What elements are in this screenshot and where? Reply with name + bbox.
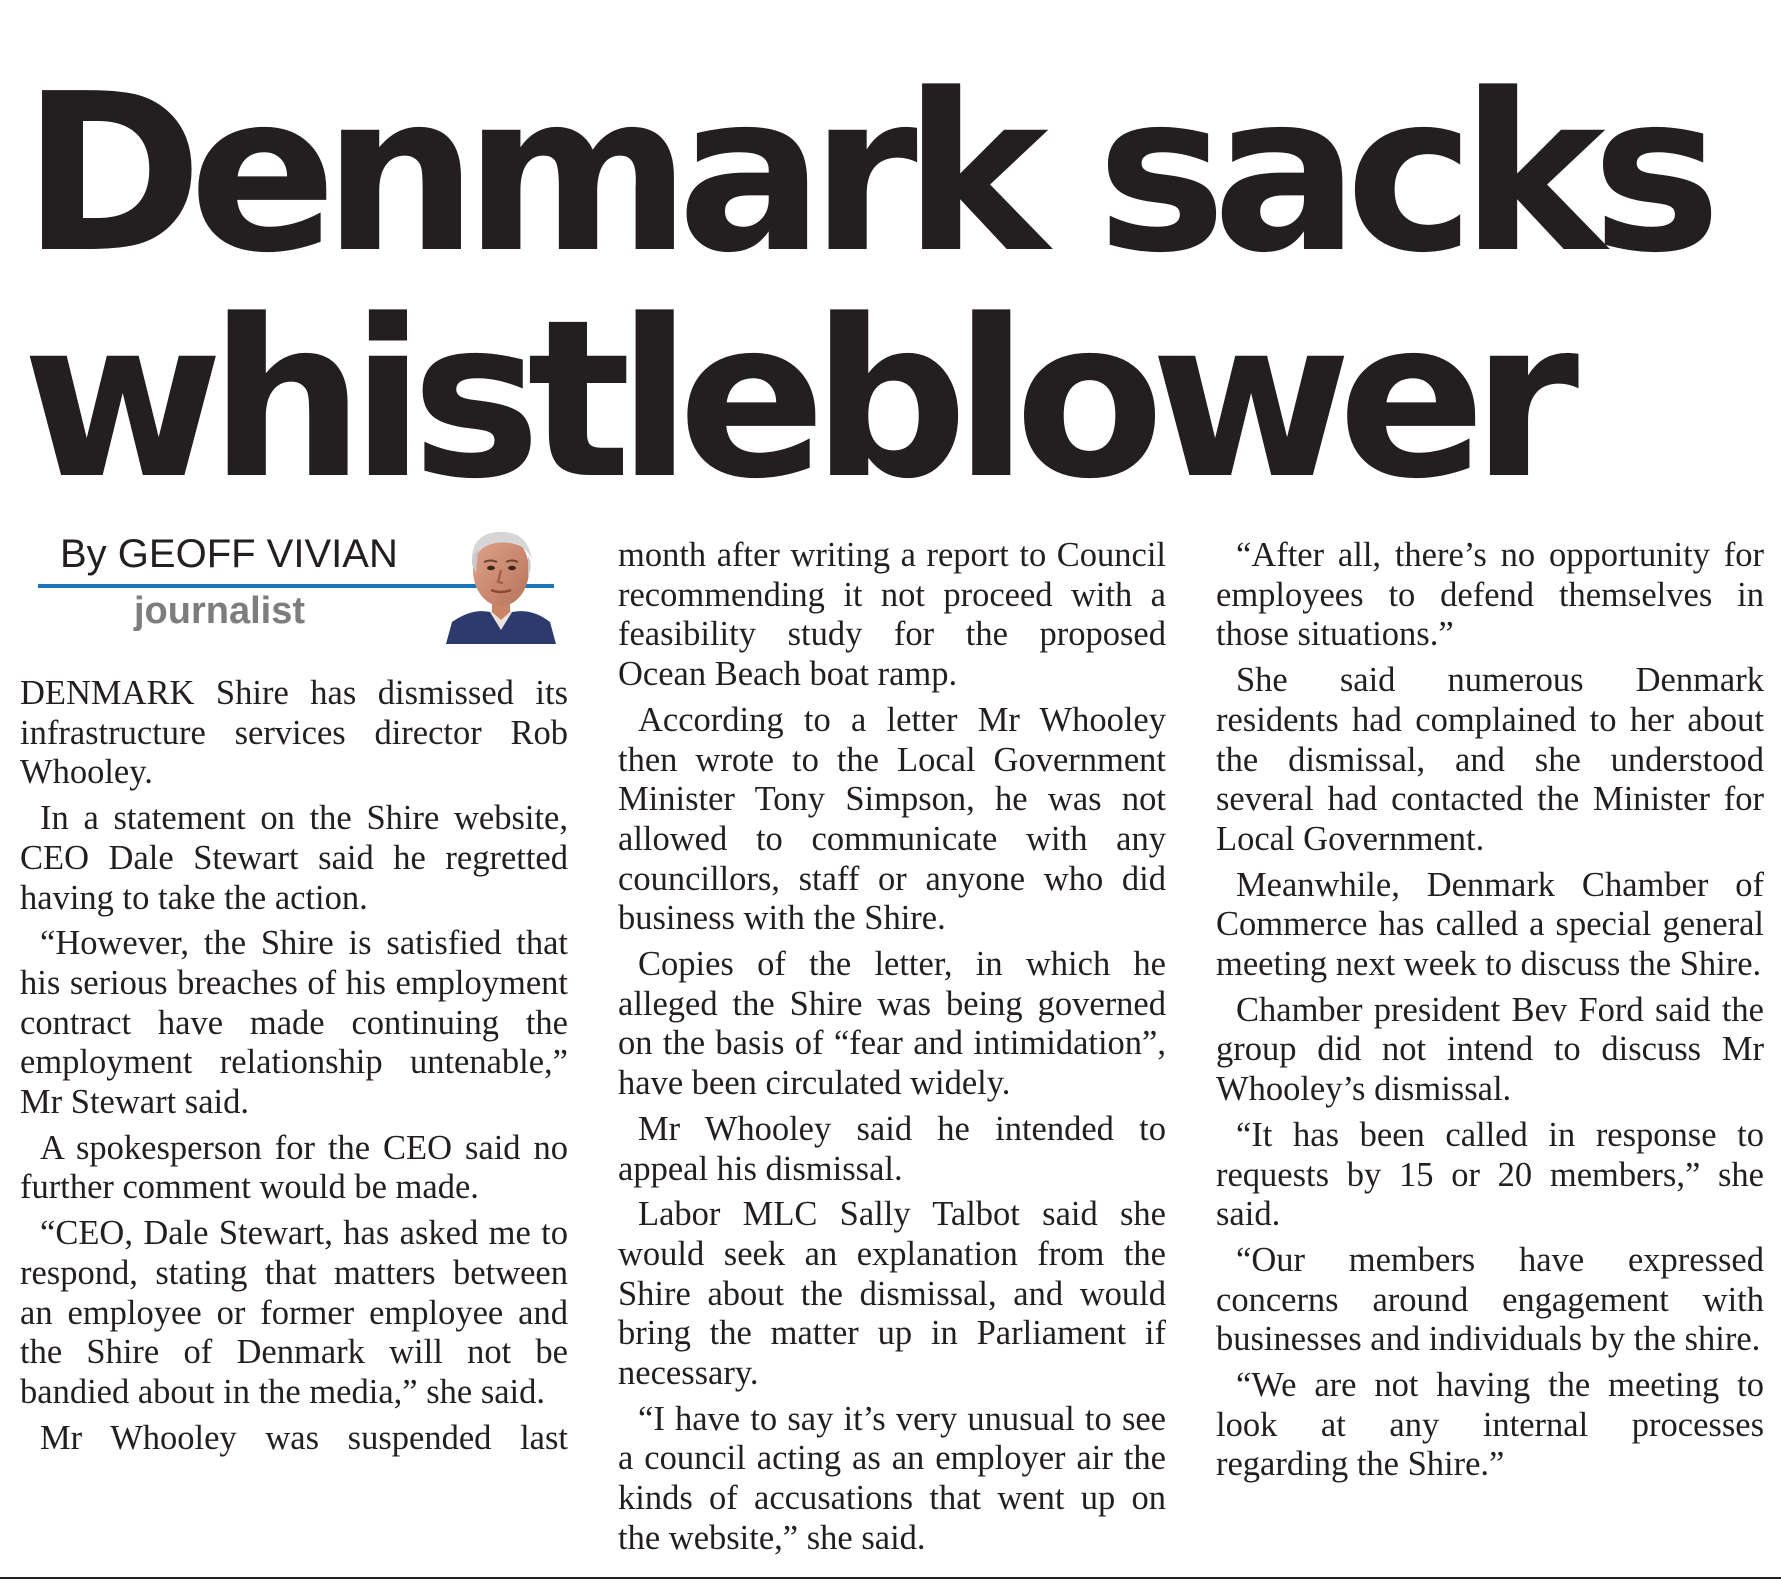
paragraph: “It has been called in response to requests by 15 or 20 members,” she said.	[1216, 1115, 1764, 1234]
article-column-3	[1216, 536, 1764, 1491]
paragraph: In a statement on the Shire website, CEO Dale Stewart said he regretted having to take the action.	[20, 799, 568, 917]
paragraph: A spokesperson for the CEO said no further comment would be made.	[20, 1128, 568, 1207]
headline-line-1: Denmark sacks	[22, 48, 1708, 301]
paragraph: “However, the Shire is satisfied that his serious breaches of his employment contract have made continuing the employment relationship untenable,” Mr Stewart said.	[20, 924, 568, 1122]
paragraph: month after writing a report to Council recommending it not proceed with a feasibility study for the proposed Ocean Beach boat ramp.	[618, 536, 1166, 694]
bottom-rule	[0, 1577, 1781, 1579]
headline-line-2: whistleblower	[22, 274, 1566, 527]
article-column-2	[618, 536, 1166, 1565]
paragraph: Labor MLC Sally Talbot said she would seek an explanation from the Shire about the dismissal, and would bring the matter up in Parliament if necessary.	[618, 1195, 1166, 1393]
byline	[24, 524, 554, 650]
paragraph: Chamber president Bev Ford said the group did not intend to discuss Mr Whooley’s dismissal.	[1216, 990, 1764, 1109]
byline-author: By GEOFF VIVIAN	[60, 532, 398, 576]
paragraph: DENMARK Shire has dismissed its infrastructure services director Rob Whooley.	[20, 674, 568, 792]
author-photo	[442, 524, 560, 644]
paragraph: Mr Whooley was suspended last	[40, 1418, 568, 1457]
paragraph: Copies of the letter, in which he alleged the Shire was being governed on the basis of “fear and intimidation”, have been circulated widely.	[618, 945, 1166, 1103]
paragraph: According to a letter Mr Whooley then wrote to the Local Government Minister Tony Simpson, he was not allowed to communicate with any councillors, staff or anyone who did business with the Shire.	[618, 700, 1166, 938]
paragraph: “We are not having the meeting to look at any internal processes regarding the Shire.”	[1216, 1366, 1764, 1484]
paragraph: “Our members have expressed concerns around engagement with businesses and individuals by the shire.	[1216, 1240, 1764, 1359]
paragraph: “After all, there’s no opportunity for employees to defend themselves in those situations.”	[1216, 536, 1764, 654]
article-column-1	[20, 674, 568, 1458]
byline-role: journalist	[134, 590, 306, 632]
paragraph: Meanwhile, Denmark Chamber of Commerce has called a special general meeting next week to discuss the Shire.	[1216, 865, 1764, 984]
paragraph: “I have to say it’s very unusual to see a council acting as an employer air the kinds of accusations that went up on the website,” she said.	[618, 1399, 1166, 1557]
paragraph: Mr Whooley said he intended to appeal his dismissal.	[618, 1109, 1166, 1188]
paragraph: She said numerous Denmark residents had complained to her about the dismissal, and she understood several had contacted the Minister for Local Government.	[1216, 661, 1764, 858]
paragraph: “CEO, Dale Stewart, has asked me to respond, stating that matters between an employee or former employee and the Shire of Denmark will not be bandied about in the media,” she said.	[20, 1214, 568, 1411]
